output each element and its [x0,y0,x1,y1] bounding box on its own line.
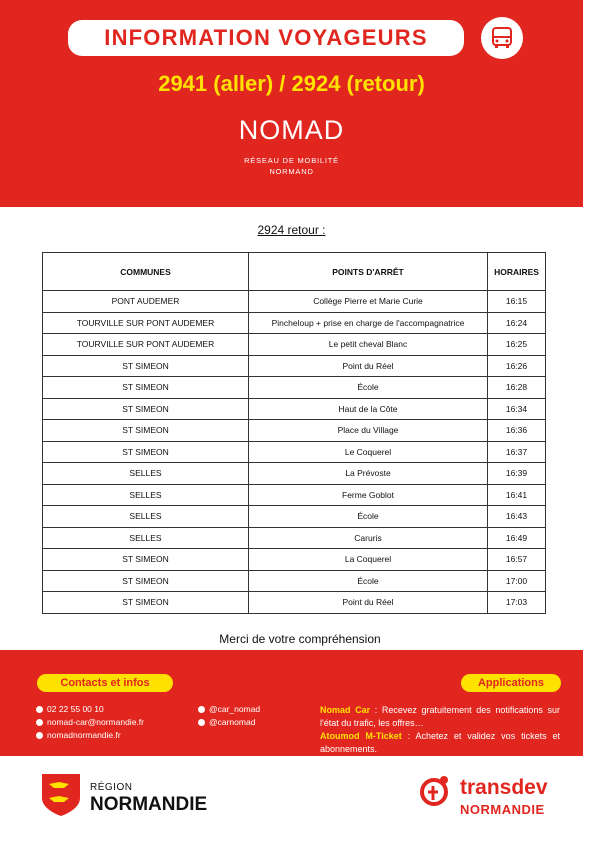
contacts-pill [37,674,173,692]
time-cell: 16:36 [488,420,546,442]
table-row [43,312,546,334]
phone[interactable]: 02 22 55 00 10 [47,704,104,714]
time-cell: 16:28 [488,377,546,399]
normandy-shield-icon [40,772,82,818]
logo-sub-line1: RÉSEAU DE MOBILITÉ [244,156,339,165]
time-cell: 16:34 [488,398,546,420]
table-row [43,420,546,442]
commune-cell: TOURVILLE SUR PONT AUDEMER [43,312,249,334]
apps-text [320,704,560,756]
table-row [43,592,546,614]
social1-row [198,703,260,716]
time-cell: 16:37 [488,441,546,463]
commune-cell: ST SIMEON [43,377,249,399]
stop-cell: École [249,506,488,528]
nomad-logo-subtitle [0,155,583,177]
thanks-message: Merci de votre compréhension [219,632,381,646]
time-cell: 17:00 [488,570,546,592]
section-title: 2924 retour : [257,223,326,237]
app1-text: : Recevez gratuitement des notifications sur l'état du trafic, les offres… [320,705,560,728]
time-cell: 16:26 [488,355,546,377]
app2 [320,730,560,756]
table-row [43,527,546,549]
contacts-social [198,703,260,729]
table-row [43,355,546,377]
time-cell: 16:41 [488,484,546,506]
page-title: INFORMATION VOYAGEURS [104,25,428,50]
app1-name: Nomad Car [320,705,371,715]
header-points-arret: POINTS D'ARRÊT [249,253,488,291]
time-cell: 16:15 [488,291,546,313]
social2[interactable]: @carnomad [209,717,256,727]
time-cell: 17:03 [488,592,546,614]
time-cell: 16:24 [488,312,546,334]
header-horaires: HORAIRES [488,253,546,291]
table-header-row [43,253,546,291]
email-icon [36,719,43,726]
table-row [43,549,546,571]
header-communes: COMMUNES [43,253,249,291]
transdev-sub: NORMANDIE [460,802,545,817]
stop-cell: La Coquerel [249,549,488,571]
commune-cell: ST SIMEON [43,398,249,420]
route-subtitle: 2941 (aller) / 2924 (retour) [158,71,425,96]
commune-cell: ST SIMEON [43,441,249,463]
header-banner [0,0,583,207]
stop-cell: Le petit cheval Blanc [249,334,488,356]
region-small: RÉGION [90,782,133,793]
globe-icon [36,732,43,739]
time-cell: 16:25 [488,334,546,356]
facebook-icon [198,719,205,726]
region-big: NORMANDIE [90,794,208,815]
social1[interactable]: @car_nomad [209,704,261,714]
table-row [43,291,546,313]
time-cell: 16:39 [488,463,546,485]
phone-icon [36,706,43,713]
table-row [43,377,546,399]
logo-sub-line2: NORMAND [269,167,314,176]
transdev-mark-icon [420,774,452,808]
commune-cell: PONT AUDEMER [43,291,249,313]
app2-name: Atoumod M-Ticket [320,731,402,741]
transdev-word: transdev [460,776,548,799]
time-cell: 16:43 [488,506,546,528]
website-row [36,729,144,742]
stop-cell: École [249,377,488,399]
social2-row [198,716,260,729]
stop-cell: Haut de la Côte [249,398,488,420]
table-row [43,398,546,420]
commune-cell: SELLES [43,484,249,506]
table-row [43,334,546,356]
bus-icon [481,17,523,59]
table-row [43,484,546,506]
stop-cell: École [249,570,488,592]
table-row [43,570,546,592]
transdev-logo [420,772,580,822]
email-row [36,716,144,729]
table-row [43,463,546,485]
commune-cell: SELLES [43,527,249,549]
stop-cell: Ferme Goblot [249,484,488,506]
commune-cell: TOURVILLE SUR PONT AUDEMER [43,334,249,356]
stop-cell: Point du Réel [249,592,488,614]
phone-row [36,703,144,716]
time-cell: 16:49 [488,527,546,549]
contacts-label: Contacts et infos [60,677,150,689]
timetable [42,252,546,614]
applications-label: Applications [477,677,544,689]
applications-pill [461,674,561,692]
stop-cell: La Prévoste [249,463,488,485]
commune-cell: ST SIMEON [43,355,249,377]
title-box [68,20,464,56]
commune-cell: ST SIMEON [43,570,249,592]
app1 [320,704,560,730]
table-row [43,441,546,463]
website[interactable]: nomadnormandie.fr [47,730,121,740]
email[interactable]: nomad-car@normandie.fr [47,717,144,727]
commune-cell: ST SIMEON [43,420,249,442]
stop-cell: Caruris [249,527,488,549]
nomad-logo: NOMAD [238,115,345,145]
contacts-left [36,703,144,742]
stop-cell: Le Coquerel [249,441,488,463]
commune-cell: SELLES [43,506,249,528]
time-cell: 16:57 [488,549,546,571]
commune-cell: SELLES [43,463,249,485]
stop-cell: Pincheloup + prise en charge de l'accompagnatrice [249,312,488,334]
twitter-icon [198,706,205,713]
region-normandie-logo [40,772,240,822]
app2-text: : Achetez et validez vos tickets et abonnements. [320,731,560,754]
stop-cell: Collège Pierre et Marie Curie [249,291,488,313]
commune-cell: ST SIMEON [43,549,249,571]
stop-cell: Point du Réel [249,355,488,377]
stop-cell: Place du Village [249,420,488,442]
table-row [43,506,546,528]
commune-cell: ST SIMEON [43,592,249,614]
